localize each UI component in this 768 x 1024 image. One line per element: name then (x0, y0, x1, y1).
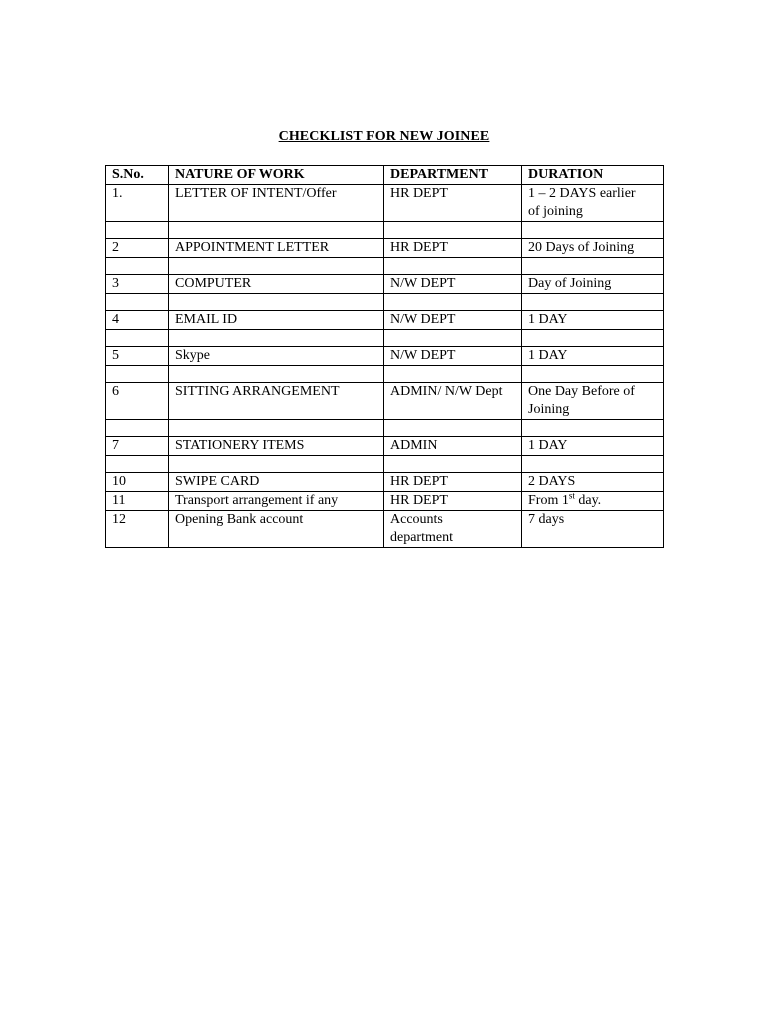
cell-duration-superscript: st (568, 490, 575, 501)
cell-department-line1: Accounts (390, 512, 443, 527)
table-row (106, 492, 664, 511)
cell-department: HR DEPT (384, 185, 522, 222)
document-title: CHECKLIST FOR NEW JOINEE (278, 129, 490, 144)
cell-duration-line2: of joining (528, 204, 583, 219)
header-department: DEPARTMENT (384, 166, 522, 185)
table-spacer-row (106, 456, 664, 473)
cell-department: HR DEPT (384, 473, 522, 492)
table-row (106, 511, 664, 548)
table-row (106, 347, 664, 366)
cell-duration (522, 383, 664, 420)
table-row (106, 311, 664, 330)
cell-work: STATIONERY ITEMS (169, 437, 384, 456)
table-header-row (106, 166, 664, 185)
cell-duration: 1 DAY (522, 347, 664, 366)
cell-department-line2: department (390, 530, 453, 545)
cell-sno: 7 (106, 437, 169, 456)
table-spacer-row (106, 222, 664, 239)
cell-sno: 10 (106, 473, 169, 492)
cell-duration: 2 DAYS (522, 473, 664, 492)
cell-duration-suffix: day. (574, 493, 602, 508)
checklist-table (105, 165, 664, 548)
header-nature-of-work: NATURE OF WORK (169, 166, 384, 185)
cell-department (384, 511, 522, 548)
cell-sno: 4 (106, 311, 169, 330)
header-duration: DURATION (522, 166, 664, 185)
table-row (106, 185, 664, 222)
cell-sno: 5 (106, 347, 169, 366)
cell-duration: 7 days (522, 511, 664, 548)
cell-sno: 12 (106, 511, 169, 548)
cell-work: SITTING ARRANGEMENT (169, 383, 384, 420)
cell-department: ADMIN/ N/W Dept (384, 383, 522, 420)
cell-duration: 20 Days of Joining (522, 239, 664, 258)
cell-sno: 3 (106, 275, 169, 294)
table-spacer-row (106, 294, 664, 311)
cell-duration: Day of Joining (522, 275, 664, 294)
cell-duration-line2: Joining (528, 402, 570, 417)
table-spacer-row (106, 420, 664, 437)
cell-sno: 6 (106, 383, 169, 420)
table-row (106, 383, 664, 420)
cell-department: HR DEPT (384, 239, 522, 258)
cell-duration-line1: One Day Before of (528, 384, 635, 399)
cell-duration (522, 185, 664, 222)
table-spacer-row (106, 366, 664, 383)
table-row (106, 275, 664, 294)
cell-sno: 11 (106, 492, 169, 511)
table-spacer-row (106, 330, 664, 347)
cell-work: EMAIL ID (169, 311, 384, 330)
cell-sno: 2 (106, 239, 169, 258)
cell-duration: 1 DAY (522, 311, 664, 330)
cell-work: SWIPE CARD (169, 473, 384, 492)
cell-duration-prefix: From 1 (528, 493, 569, 508)
cell-work: COMPUTER (169, 275, 384, 294)
cell-department: ADMIN (384, 437, 522, 456)
cell-duration-line1: 1 – 2 DAYS earlier (528, 186, 636, 201)
cell-work: Opening Bank account (169, 511, 384, 548)
cell-department: N/W DEPT (384, 275, 522, 294)
header-sno: S.No. (106, 166, 169, 185)
table-spacer-row (106, 258, 664, 275)
cell-work: Skype (169, 347, 384, 366)
cell-duration (522, 492, 664, 511)
cell-department: HR DEPT (384, 492, 522, 511)
cell-department: N/W DEPT (384, 347, 522, 366)
cell-work: LETTER OF INTENT/Offer (169, 185, 384, 222)
cell-sno: 1. (106, 185, 169, 222)
cell-department: N/W DEPT (384, 311, 522, 330)
table-row (106, 437, 664, 456)
cell-work: Transport arrangement if any (169, 492, 384, 511)
cell-work: APPOINTMENT LETTER (169, 239, 384, 258)
table-row (106, 239, 664, 258)
cell-duration: 1 DAY (522, 437, 664, 456)
table-row (106, 473, 664, 492)
